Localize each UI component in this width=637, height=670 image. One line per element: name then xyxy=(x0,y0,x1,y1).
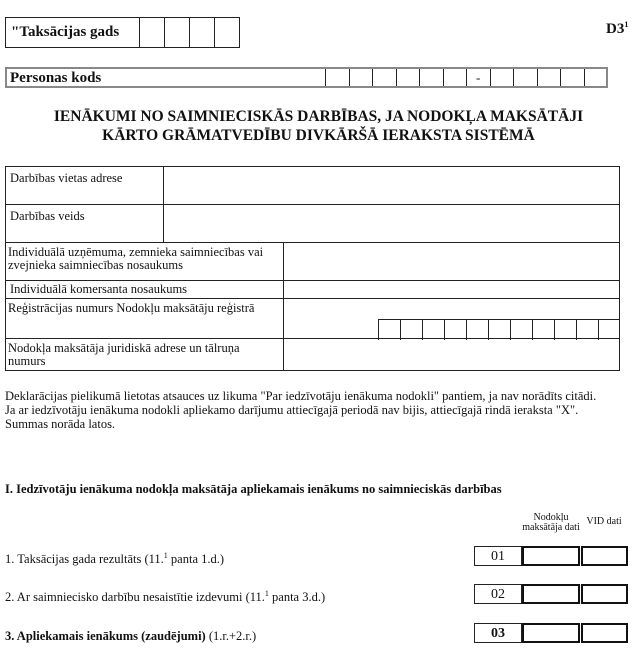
section-row-label xyxy=(5,549,224,566)
info-label: Individuālā komersanta nosaukums xyxy=(10,282,188,296)
registration-digit[interactable] xyxy=(444,320,445,340)
row-code: 02 xyxy=(474,584,522,604)
personal-code-dash: - xyxy=(476,70,481,85)
vid-value-field[interactable] xyxy=(581,546,628,566)
info-label: Darbības veids xyxy=(10,209,85,223)
registration-digit[interactable] xyxy=(422,320,423,340)
personal-code-digit[interactable] xyxy=(396,69,397,86)
tax-year-digit-3[interactable] xyxy=(189,18,190,47)
row-label-sup: 1 xyxy=(264,589,269,598)
row-code: 03 xyxy=(474,623,522,643)
personal-code-digit[interactable] xyxy=(584,69,585,86)
form-code xyxy=(606,20,628,38)
row-code: 01 xyxy=(474,546,522,566)
personal-code-label: Personas kods xyxy=(10,70,102,86)
note-currency: Summas norāda latos. xyxy=(5,417,116,431)
tax-year-box xyxy=(5,17,240,48)
registration-digit[interactable] xyxy=(532,320,533,340)
row-label-text: 2. Ar saimniecisko darbību nesaistītie izdevumi (11. xyxy=(5,590,265,605)
info-row-legal-address xyxy=(5,338,620,371)
tax-year-digit-1[interactable] xyxy=(139,18,140,47)
activity-field[interactable] xyxy=(164,205,620,242)
notes xyxy=(5,389,625,431)
note-references: Deklarācijas pielikumā lietotas atsauces uz likuma "Par iedzīvotāju ienākuma nodokli" pantiem, ja nav norādīts citādi. xyxy=(5,389,597,403)
row-label-ref: (1.r.+2.r.) xyxy=(205,629,257,644)
registration-digit[interactable] xyxy=(576,320,577,340)
info-label: Nodokļa maksātāja juridiskā adrese un tālruņa numurs xyxy=(8,341,240,368)
row-label-text: 1. Taksācijas gada rezultāts (11. xyxy=(5,552,164,567)
info-label: Individuālā uzņēmuma, zemnieka saimniecības vai zvejnieka saimniecības nosaukums xyxy=(8,245,264,272)
registration-digit[interactable] xyxy=(510,320,511,340)
tax-year-digit-4[interactable] xyxy=(214,18,215,47)
personal-code-digit[interactable] xyxy=(466,69,491,86)
tax-year-label: "Taksācijas gads xyxy=(11,24,120,40)
page-title xyxy=(0,107,637,145)
title-line-1: IENĀKUMI NO SAIMNIECISKĀS DARBĪBAS, JA NODOKĻA MAKSĀTĀJI xyxy=(53,108,584,125)
taxpayer-value-field[interactable] xyxy=(522,546,580,566)
registration-digit[interactable] xyxy=(466,320,467,340)
col-header-vid: VID dati xyxy=(586,516,622,527)
personal-code-digit[interactable] xyxy=(560,69,561,86)
legal-address-field[interactable] xyxy=(284,339,620,371)
info-row-activity xyxy=(5,204,620,242)
section-row-label xyxy=(5,587,325,604)
personal-code-digit[interactable] xyxy=(349,69,350,86)
merchant-name-field[interactable] xyxy=(284,281,620,298)
info-row-enterprise xyxy=(5,242,620,280)
row-label-ref: panta 1.d.) xyxy=(167,552,225,567)
section-title: I. Iedzīvotāju ienākuma nodokļa maksātāja apliekamais ienākums no saimnieciskās darbības xyxy=(5,482,502,496)
taxpayer-value-field[interactable] xyxy=(522,584,580,604)
title-line-2: KĀRTO GRĀMATVEDĪBU DIVKĀRŠĀ IERAKSTA SISTĒMĀ xyxy=(102,127,535,144)
row-label-text: 3. Apliekamais ienākums (zaudējumi) xyxy=(5,629,206,644)
form-code-sup: 1 xyxy=(624,20,629,29)
row-label-ref: panta 3.d.) xyxy=(268,590,326,605)
registration-digit[interactable] xyxy=(598,320,599,340)
personal-code-digit[interactable] xyxy=(325,69,326,86)
registration-digit[interactable] xyxy=(554,320,555,340)
section-row-label xyxy=(5,626,256,643)
registration-digit[interactable] xyxy=(488,320,489,340)
info-label: Darbības vietas adrese xyxy=(10,171,123,185)
address-field[interactable] xyxy=(164,167,620,204)
info-row-address xyxy=(5,166,620,204)
info-label: Reģistrācijas numurs Nodokļu maksātāju reģistrā xyxy=(8,301,255,315)
personal-code-digit[interactable] xyxy=(372,69,373,86)
registration-digit[interactable] xyxy=(378,320,379,340)
info-row-merchant xyxy=(5,280,620,298)
personal-code-digit[interactable] xyxy=(419,69,420,86)
tax-year-digit-2[interactable] xyxy=(164,18,165,47)
vid-value-field[interactable] xyxy=(581,584,628,604)
personal-code-digit[interactable] xyxy=(443,69,444,86)
form-code-text: D3 xyxy=(606,21,625,37)
registration-digit[interactable] xyxy=(400,320,401,340)
info-row-registration xyxy=(5,298,620,338)
personal-code-box xyxy=(5,67,608,88)
col-header-taxpayer: Nodokļu maksātāja dati xyxy=(522,512,580,533)
personal-code-digit[interactable] xyxy=(537,69,538,86)
personal-code-digit[interactable] xyxy=(513,69,514,86)
personal-code-digit[interactable] xyxy=(490,69,491,86)
note-x-mark: Ja ar iedzīvotāju ienākuma nodokli apliekamo darījumu attiecīgajā periodā nav bijis, attiecīgajā rindā ieraksta "X". xyxy=(5,403,579,417)
enterprise-name-field[interactable] xyxy=(284,243,620,280)
vid-value-field[interactable] xyxy=(581,623,628,643)
row-label-sup: 1 xyxy=(163,551,168,560)
taxpayer-value-field[interactable] xyxy=(522,623,580,643)
